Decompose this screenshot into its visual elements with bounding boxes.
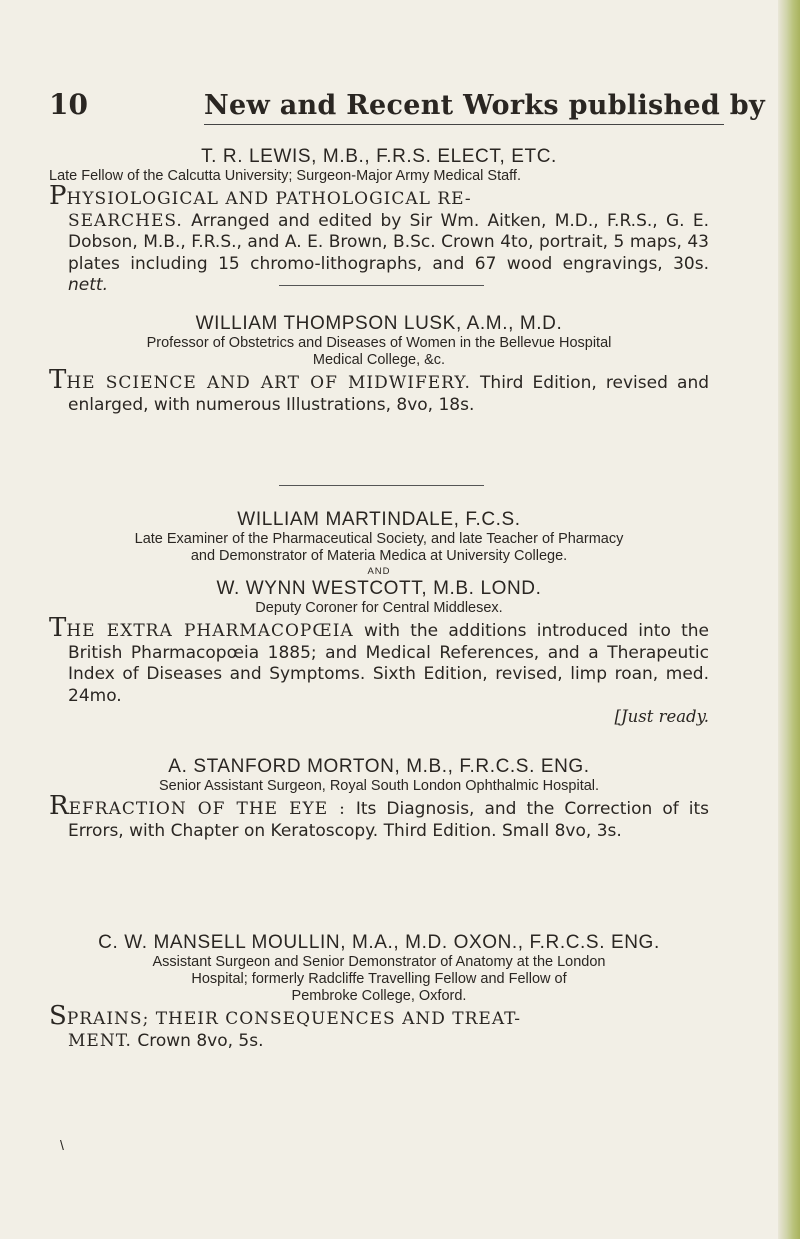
second-author-name: W. WYNN WESTCOTT, M.B. LOND. (216, 578, 542, 599)
book-details: Its Diagnosis, and the Correction of its Errors, with Chapter on Keratoscopy. Third Edition. Small 8vo, 3s. (68, 799, 709, 841)
author-affiliation: Late Fellow of the Calcutta University; Surgeon-Major Army Medical Staff. (49, 168, 521, 184)
entry-lewis (49, 146, 709, 297)
book-title: HYSIOLOGICAL AND PATHOLOGICAL RE- (66, 189, 472, 209)
page-header (49, 88, 765, 124)
separator-rule (279, 485, 484, 486)
book-title-continued: MENT. (68, 1030, 132, 1051)
entry-description (49, 791, 709, 842)
author-affiliation: Assistant Surgeon and Senior Demonstrator of Anatomy at the London (152, 954, 606, 970)
page-edge (778, 0, 800, 1239)
book-details: with the additions introduced into the British Pharmacopœia 1885; and Medical References, and a Therapeutic Index of Diseases and Symptoms. Sixth Edition, revised, limp roan, med. 24mo. (68, 621, 710, 706)
entry-moullin (49, 932, 709, 1052)
price-note: nett. (68, 275, 108, 295)
book-details: Third Edition, revised and enlarged, with numerous Illustrations, 8vo, 18s. (68, 373, 710, 415)
book-title: HE SCIENCE AND ART OF MIDWIFERY. (66, 373, 471, 393)
title-dropcap: R (49, 791, 69, 821)
author-affiliation-line2: Medical College, &c. (312, 352, 446, 368)
title-dropcap: T (49, 613, 67, 643)
title-dropcap: P (49, 181, 67, 211)
book-details: Arranged and edited by Sir Wm. Aitken, M.D., F.R.S., G. E. Dobson, M.B., F.R.S., and A. E. Brown, B.Sc. Crown 4to, portrait, 5 maps, 43 plates including 15 chromo-lithographs, and 67 wood engravings, 30s. (68, 210, 709, 274)
entry-description (49, 365, 710, 416)
book-title-continued: SEARCHES. (68, 210, 183, 231)
entry-description (49, 181, 709, 297)
entry-description (49, 613, 710, 707)
title-dropcap: S (49, 1001, 67, 1031)
page-number: 10 (49, 88, 88, 121)
second-author-affiliation: Deputy Coroner for Central Middlesex. (255, 600, 503, 616)
author-affiliation: Senior Assistant Surgeon, Royal South London Ophthalmic Hospital. (158, 778, 600, 794)
author-name: T. R. LEWIS, M.B., F.R.S. ELECT, ETC. (201, 146, 557, 167)
author-affiliation: Late Examiner of the Pharmaceutical Society, and late Teacher of Pharmacy (134, 531, 624, 547)
availability-status: [Just ready. (614, 707, 709, 726)
entry-martindale (49, 509, 709, 726)
book-title: HE EXTRA PHARMACOPŒIA (66, 621, 354, 641)
stray-mark: \ (60, 1137, 64, 1153)
running-title: New and Recent Works published by (204, 90, 765, 121)
author-affiliation-line3: Pembroke College, Oxford. (291, 988, 467, 1004)
title-dropcap: T (49, 365, 67, 395)
book-details: Crown 8vo, 5s. (137, 1030, 264, 1051)
entry-morton (49, 756, 709, 842)
author-affiliation-line2: and Demonstrator of Materia Medica at University College. (190, 548, 568, 564)
author-name: WILLIAM THOMPSON LUSK, A.M., M.D. (195, 313, 563, 334)
author-affiliation: Professor of Obstetrics and Diseases of Women in the Bellevue Hospital (146, 335, 612, 351)
entry-description (49, 1001, 709, 1052)
entry-lusk (49, 313, 709, 416)
author-affiliation-line2: Hospital; formerly Radcliffe Travelling Fellow and Fellow of (191, 971, 567, 987)
book-title: PRAINS; THEIR CONSEQUENCES AND TREAT- (66, 1009, 522, 1029)
separator-rule (279, 285, 484, 286)
author-name: A. STANFORD MORTON, M.B., F.R.C.S. ENG. (168, 756, 590, 777)
author-name: C. W. MANSELL MOULLIN, M.A., M.D. OXON., F.R.C.S. ENG. (98, 932, 660, 953)
author-name: WILLIAM MARTINDALE, F.C.S. (237, 509, 521, 530)
conjunction: AND (367, 566, 391, 577)
header-rule (204, 124, 724, 125)
book-title: EFRACTION OF THE EYE : (68, 799, 346, 819)
